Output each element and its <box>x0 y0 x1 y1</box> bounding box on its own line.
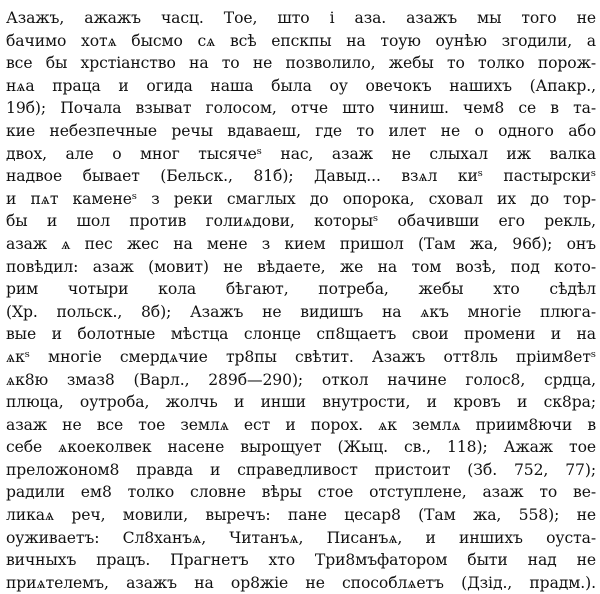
entry-line: вичныхъ працъ. Прагнетъ хто Три8мъфатором быти над не <box>6 551 596 570</box>
entry-line: двох, але о мног тысячеˢ нас, азаж не слыхал иж валка <box>6 144 596 163</box>
entry-line: надвое бывает (Бельск., 81б); Давыд... взѧл киˢ пастырскиˢ <box>6 167 596 186</box>
entry-line: бы и шол против голиѧдови, которыˢ обачивши его рекль, <box>6 212 596 231</box>
entry-line: и пѧт каменеˢ з реки смаглых до опорока, сховал их до тор- <box>6 189 596 208</box>
entry-line: плюца, оутроба, жолчь и инши внутрости, и кровъ и ск8ра; <box>6 393 596 412</box>
entry-line: бачимо хотѧ бысмо сѧ всѣ епскпы на тоую оунѣю згодили, а <box>6 31 596 50</box>
entry-line: 19б); Почала взыват голосом, отче што чиниш. чем8 се в та- <box>6 99 596 118</box>
entry-line: (Хр. польск., 8б); Азажъ не видишъ на ѧкъ многіе плюга- <box>6 302 596 321</box>
entry-line: ликаѧ реч, мовили, выречъ: пане цесар8 (Там жа, 558); не <box>6 506 596 525</box>
entry-line: кие небезпечные речы вдаваеш, где то илет не о одного або <box>6 121 596 140</box>
entry-line: приѧтелемъ, азажъ на ор8жіе не способлѧетъ (Дзід., прадм.). <box>6 573 596 592</box>
entry-line: преложоном8 правда и справедливост пристоит (Зб. 752, 77); <box>6 460 596 479</box>
entry-line: рим чотыри кола бѣгают, потреба, жебы хто сѣдѣл <box>6 280 596 299</box>
entry-line: Азажъ, ажажъ часц. Тое, што і аза. азажъ мы того не <box>6 9 596 27</box>
entry-line: нѧа праца и огида наша была оу овечокъ нашихъ (Апакр., <box>6 76 596 95</box>
entry-line: оуживаетъ: Сл8ханъѧ, Читанъѧ, Писанъѧ, и иншихъ оуста- <box>6 528 596 547</box>
entry-line: радили ем8 толко словне вѣры стое отступлене, азаж то ве- <box>6 483 596 502</box>
entry-line: азаж не все тое землѧ ест и порох. ѧк землѧ приим8ючи в <box>6 415 596 434</box>
entry-line: себе ѧкоеколвек насене вырощует (Жыц. св., 118); Ажаж тое <box>6 438 596 457</box>
entry-line: все бы хрстіанство на то не позволило, жебы то толко порож- <box>6 54 596 73</box>
dictionary-entry-azazh <box>6 7 596 594</box>
entry-line: вые и болотные мѣстца слонце сп8щаетъ свои промени и на <box>6 325 596 344</box>
entry-line: повѣдил: азаж (мовит) не вѣдаете, же на том возѣ, под кото- <box>6 257 596 276</box>
entry-line: азаж ѧ пес жес на мене з кием пришол (Там жа, 96б); онъ <box>6 234 596 253</box>
entry-line: ѧк8ю змаз8 (Варл., 289б—290); откол начине голос8, срдца, <box>6 370 596 389</box>
entry-line: ѧкˢ многіе смердѧчие тр8пы свѣтит. Азажъ отт8ль пріим8етˢ <box>6 347 596 366</box>
